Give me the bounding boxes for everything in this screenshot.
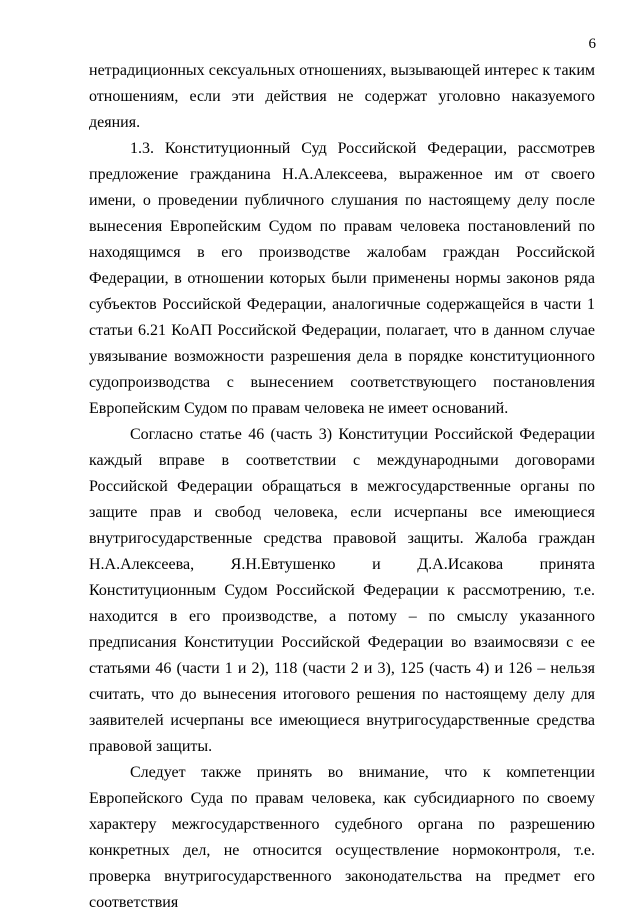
paragraph-article-46: Согласно статье 46 (часть 3) Конституции Российской Федерации каждый вправе в соответствии с международными договорами Российской Федерации обращаться в межгосударственные органы по защите прав и свобод человека, если исчерпаны все имеющиеся внутригосударственные средства правовой защиты. Жалоба граждан Н.А.Алексеева, Я.Н.Евтушенко и Д.А.Исакова принята Конституционным Судом Российской Федерации к рассмотрению, т.е. находится в его производстве, а потому – по смыслу указанного предписания Конституции Российской Федерации во взаимосвязи с ее статьями 46 (части 1 и 2), 118 (части 2 и 3), 125 (часть 4) и 126 – нельзя считать, что до вынесения итогового решения по настоящему делу для заявителей исчерпаны все имеющиеся внутригосударственные средства правовой защиты. (89, 426, 595, 755)
document-body (89, 58, 595, 916)
paragraph-european-court-competence: Следует также принять во внимание, что к компетенции Европейского Суда по правам человека, как субсидиарного по своему характеру межгосударственного судебного органа по разрешению конкретных дел, не относится осуществление нормоконтроля, т.е. проверка внутригосударственного законодательства на предмет его соответствия (89, 764, 595, 911)
page-number: 6 (588, 36, 596, 52)
paragraph-continuation: нетрадиционных сексуальных отношениях, вызывающей интерес к таким отношениям, если эти действия не содержат уголовно наказуемого деяния. (89, 62, 595, 131)
paragraph-1-3: 1.3. Конституционный Суд Российской Федерации, рассмотрев предложение гражданина Н.А.Алексеева, выраженное им от своего имени, о проведении публичного слушания по настоящему делу после вынесения Европейским Судом по правам человека постановлений по находящимся в его производстве жалобам граждан Российской Федерации, в отношении которых были применены нормы законов ряда субъектов Российской Федерации, аналогичные содержащейся в части 1 статьи 6.21 КоАП Российской Федерации, полагает, что в данном случае увязывание возможности разрешения дела в порядке конституционного судопроизводства с вынесением соответствующего постановления Европейским Судом по правам человека не имеет оснований. (89, 140, 595, 417)
